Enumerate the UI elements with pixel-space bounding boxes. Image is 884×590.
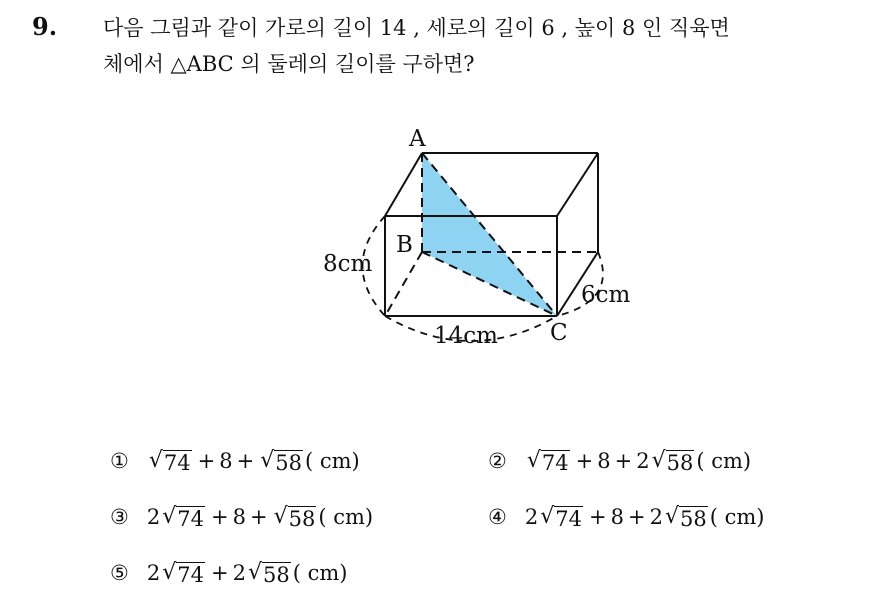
unit: ( cm) <box>709 505 765 529</box>
vertex-label-a: A <box>409 126 426 152</box>
depth-label: 6cm <box>581 282 631 308</box>
choice-expression <box>147 448 360 475</box>
question-text-line-2: 체에서 △ABC 의 둘레의 길이를 구하면? <box>103 52 475 76</box>
question-text-line-1: 다음 그림과 같이 가로의 길이 14 , 세로의 길이 6 , 높이 8 인 직육면 <box>103 16 730 40</box>
plus-sign: + <box>575 449 594 473</box>
plus-sign: + <box>249 505 268 529</box>
sqrt-term: √ 74 <box>162 559 204 587</box>
sqrt-term: √ 58 <box>247 559 290 587</box>
radicand: 58 <box>679 506 707 531</box>
choice-expression <box>525 504 765 531</box>
visible-edges <box>385 153 598 316</box>
choice-number: ③ <box>110 505 129 529</box>
plus-sign: + <box>210 561 229 585</box>
choice-number: ① <box>110 449 129 473</box>
radicand: 58 <box>262 562 290 587</box>
plus-sign: + <box>614 449 633 473</box>
unit: ( cm) <box>318 505 374 529</box>
sqrt-term: √ 58 <box>273 503 316 531</box>
coefficient: 2 <box>524 505 539 529</box>
radicand: 74 <box>177 562 204 587</box>
sqrt-term: √ 74 <box>148 447 191 475</box>
choice-number: ② <box>488 449 507 473</box>
sqrt-term: √ 58 <box>651 447 694 475</box>
choice-3[interactable] <box>110 500 373 534</box>
radicand: 58 <box>275 450 302 475</box>
unit: ( cm) <box>696 449 752 473</box>
radicand: 74 <box>177 506 204 531</box>
vertex-label-b: B <box>396 232 413 258</box>
height-label: 8cm <box>323 251 373 277</box>
constant-term: 8 <box>597 449 611 473</box>
plus-sign: + <box>210 505 229 529</box>
unit: ( cm) <box>304 449 360 473</box>
unit: ( cm) <box>292 561 348 585</box>
choice-2[interactable] <box>488 444 751 478</box>
radicand: 74 <box>555 506 582 531</box>
question-number: 9. <box>32 12 58 41</box>
choice-expression <box>525 448 751 475</box>
sqrt-term: √ 74 <box>162 503 204 531</box>
choice-expression <box>147 504 373 531</box>
coefficient: 2 <box>636 449 650 473</box>
coefficient: 2 <box>146 505 161 529</box>
radicand: 74 <box>163 450 191 475</box>
coefficient: 2 <box>146 561 161 585</box>
choice-expression <box>147 560 348 587</box>
constant-term: 8 <box>610 505 624 529</box>
radicand: 58 <box>666 450 694 475</box>
constant-term: 8 <box>232 505 246 529</box>
choice-1[interactable] <box>110 444 360 478</box>
choice-number: ⑤ <box>110 561 129 585</box>
choice-number: ④ <box>488 505 507 529</box>
hidden-edges <box>385 153 598 316</box>
width-label: 14cm <box>434 323 498 349</box>
plus-sign: + <box>627 505 646 529</box>
coefficient: 2 <box>649 505 663 529</box>
choice-4[interactable] <box>488 500 764 534</box>
sqrt-term: √ 74 <box>526 447 569 475</box>
constant-term: 8 <box>219 449 233 473</box>
vertex-label-c: C <box>550 320 568 346</box>
radicand: 74 <box>541 450 569 475</box>
sqrt-term: √ 74 <box>540 503 582 531</box>
plus-sign: + <box>197 449 216 473</box>
sqrt-term: √ 58 <box>664 503 707 531</box>
radicand: 58 <box>288 506 316 531</box>
plus-sign: + <box>588 505 607 529</box>
choice-5[interactable] <box>110 556 347 590</box>
sqrt-term: √ 58 <box>260 447 302 475</box>
plus-sign: + <box>236 449 255 473</box>
coefficient: 2 <box>232 561 246 585</box>
